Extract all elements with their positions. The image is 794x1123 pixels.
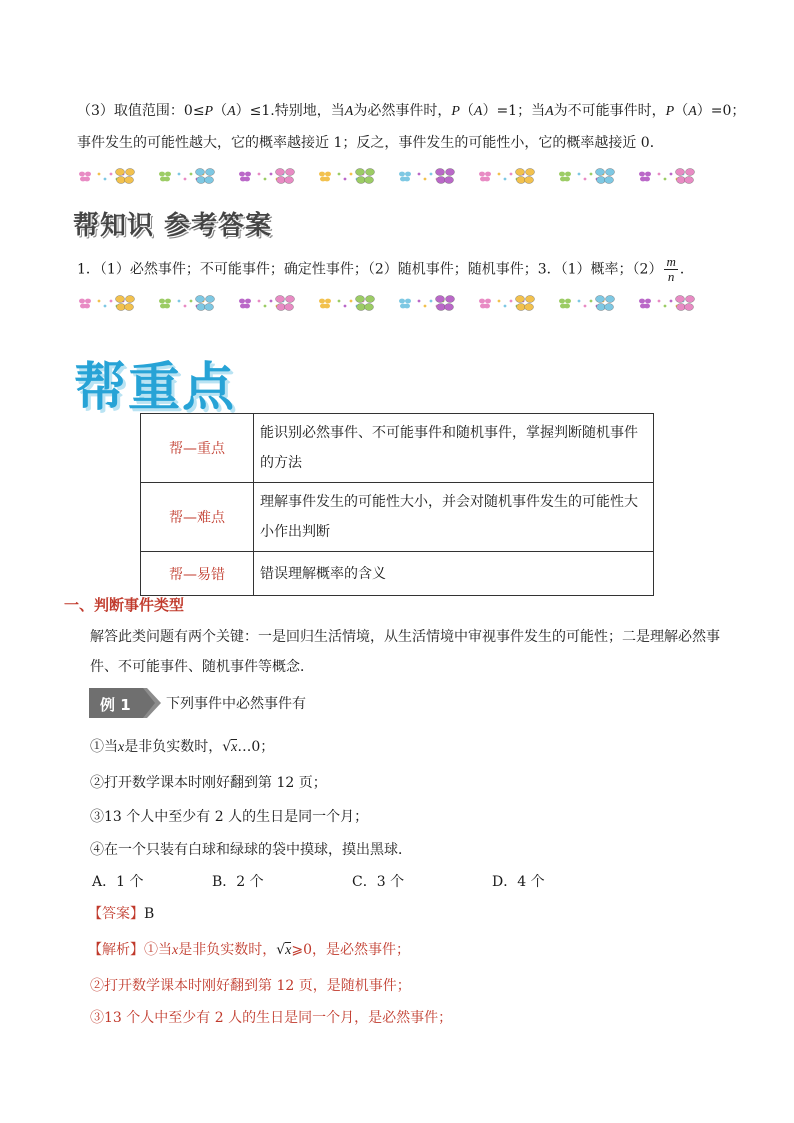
divider-dot: [110, 300, 113, 303]
butterfly-icon: [597, 177, 606, 184]
butterfly-icon: [485, 172, 491, 177]
butterfly-icon: [564, 177, 570, 182]
butterfly-icon: [677, 177, 686, 184]
option-d: D．4 个: [492, 874, 545, 890]
butterfly-icon: [479, 172, 485, 177]
butterfly-icon: [437, 177, 446, 184]
divider-dot: [664, 305, 667, 308]
focus-heading: 帮重点: [74, 358, 237, 418]
math-a: A: [227, 104, 236, 119]
butterfly-icon: [277, 304, 286, 311]
butterfly-icon: [484, 177, 490, 182]
butterfly-icon: [639, 172, 645, 177]
butterfly-icon: [366, 296, 375, 303]
answer-value: B: [144, 906, 155, 922]
butterfly-icon: [445, 304, 454, 311]
butterfly-icon: [356, 296, 365, 303]
math-a: A: [545, 104, 554, 119]
butterfly-icon: [526, 169, 535, 176]
butterfly-icon: [116, 169, 125, 176]
butterfly-icon: [126, 169, 135, 176]
divider-dot: [178, 300, 181, 303]
divider-dot: [344, 178, 347, 181]
table-row: [141, 414, 654, 483]
math-p: P: [665, 104, 675, 119]
butterfly-icon: [596, 296, 605, 303]
fraction-numerator: m: [666, 254, 676, 269]
math-x: x: [118, 740, 125, 755]
section-title: 一、判断事件类型: [64, 596, 185, 614]
butterfly-icon: [365, 304, 374, 311]
divider-dot: [510, 173, 513, 176]
math-x: x: [285, 943, 292, 958]
example-question: 下列事件中必然事件有: [166, 696, 306, 712]
focus-text: 错误理解概率的含义: [254, 552, 654, 596]
butterfly-icon: [126, 296, 135, 303]
divider-dot: [98, 300, 101, 303]
answers-heading: 帮知识 参考答案: [73, 211, 273, 241]
butterfly-icon: [205, 304, 214, 311]
math-p: P: [204, 104, 214, 119]
butterfly-icon: [445, 177, 454, 184]
range-text: 为不可能事件时，: [553, 103, 666, 119]
item-text: …0；: [237, 739, 275, 755]
divider-dot: [264, 305, 267, 308]
butterfly-icon: [606, 296, 615, 303]
focus-table: [140, 413, 654, 596]
example-tag-label: 例 1: [100, 696, 131, 714]
butterfly-icon: [206, 296, 215, 303]
butterfly-icon: [276, 169, 285, 176]
butterfly-icon: [676, 296, 685, 303]
divider-dot: [578, 300, 581, 303]
butterfly-icon: [399, 299, 405, 304]
analysis-text: 是非负实数时，: [178, 942, 277, 958]
butterfly-icon: [399, 172, 405, 177]
butterfly-icon: [564, 304, 570, 309]
butterfly-icon: [159, 172, 165, 177]
divider-dot: [338, 173, 341, 176]
butterfly-icon: [644, 304, 650, 309]
divider-dot: [350, 300, 353, 303]
butterfly-icon: [525, 304, 534, 311]
option-b: B．2 个: [212, 874, 264, 890]
butterfly-icon: [84, 177, 90, 182]
focus-text: 理解事件发生的可能性大小，并会对随机事件发生的可能性大小作出判断: [254, 483, 654, 552]
divider-dot: [424, 178, 427, 181]
table-row: [141, 483, 654, 552]
range-text: （3）取值范围：0≤: [77, 103, 205, 119]
butterfly-icon: [516, 169, 525, 176]
butterfly-icon: [404, 177, 410, 182]
divider-dot: [184, 305, 187, 308]
divider-dot: [664, 178, 667, 181]
section-intro-2: 件、不可能事件、随机事件等概念．: [90, 659, 314, 675]
focus-label: 帮—重点: [141, 414, 254, 483]
butterfly-icon: [436, 169, 445, 176]
butterfly-icon: [516, 296, 525, 303]
math-x: x: [231, 740, 238, 755]
butterfly-icon: [244, 177, 250, 182]
divider-dot: [190, 173, 193, 176]
fraction-denominator: n: [667, 269, 675, 284]
item-text: 是非负实数时，: [124, 739, 223, 755]
focus-text: 能识别必然事件、不可能事件和随机事件，掌握判断随机事件的方法: [254, 414, 654, 483]
butterfly-icon: [285, 177, 294, 184]
butterfly-icon: [286, 296, 295, 303]
butterfly-icon: [405, 299, 411, 304]
analysis-label: 【解析】: [88, 942, 144, 958]
divider-dot: [658, 300, 661, 303]
divider-dot: [584, 305, 587, 308]
butterfly-icon: [685, 304, 694, 311]
divider-dot: [584, 178, 587, 181]
analysis-line-1: [88, 940, 410, 961]
butterfly-icon: [205, 177, 214, 184]
butterfly-icon: [559, 172, 565, 177]
divider-dot: [264, 178, 267, 181]
butterfly-divider: [75, 166, 715, 186]
answers-line: [77, 255, 694, 284]
butterfly-icon: [526, 296, 535, 303]
butterfly-icon: [285, 304, 294, 311]
example-item-3: ③13 个人中至少有 2 人的生日是同一个月；: [90, 809, 369, 825]
butterfly-icon: [437, 304, 446, 311]
range-text: ）≤1.特别地，当: [235, 103, 345, 119]
butterfly-icon: [206, 169, 215, 176]
butterfly-icon: [606, 169, 615, 176]
butterfly-icon: [357, 304, 366, 311]
butterfly-icon: [164, 304, 170, 309]
divider-dot: [258, 173, 261, 176]
answers-text: 1．（1）必然事件；不可能事件；确定性事件；（2）随机事件；随机事件；3．（1）概率；（2）: [77, 261, 663, 278]
butterfly-icon: [319, 172, 325, 177]
analysis-text: ①当: [144, 942, 172, 958]
answer-label: 【答案】: [88, 906, 144, 922]
butterfly-icon: [686, 169, 695, 176]
butterfly-icon: [325, 299, 331, 304]
butterfly-icon: [125, 304, 134, 311]
range-line-2: 事件发生的可能性越大，它的概率越接近 1；反之，事件发生的可能性小，它的概率越接近 0．: [77, 135, 664, 151]
divider-dot: [184, 178, 187, 181]
divider-dot: [418, 173, 421, 176]
butterfly-icon: [117, 177, 126, 184]
analysis-text: ⩾0，是必然事件；: [291, 942, 410, 958]
divider-dot: [658, 173, 661, 176]
butterfly-icon: [165, 299, 171, 304]
butterfly-icon: [197, 304, 206, 311]
butterfly-icon: [85, 172, 91, 177]
math-a: A: [473, 104, 483, 119]
butterfly-icon: [116, 296, 125, 303]
section-intro-1: 解答此类问题有两个关键：一是回归生活情境，从生活情境中审视事件发生的可能性；二是理解必然事: [90, 629, 720, 645]
divider-dot: [190, 300, 193, 303]
divider-dot: [430, 300, 433, 303]
example-item-2: ②打开数学课本时刚好翻到第 12 页；: [90, 775, 327, 791]
butterfly-icon: [365, 177, 374, 184]
butterfly-icon: [117, 304, 126, 311]
butterfly-icon: [446, 296, 455, 303]
butterfly-icon: [325, 172, 331, 177]
butterfly-icon: [239, 172, 245, 177]
butterfly-icon: [239, 299, 245, 304]
math-a: A: [344, 104, 354, 119]
answer-line: [88, 904, 154, 924]
butterfly-icon: [525, 177, 534, 184]
divider-dot: [270, 173, 273, 176]
divider-dot: [350, 173, 353, 176]
focus-label: 帮—难点: [141, 483, 254, 552]
butterfly-icon: [565, 172, 571, 177]
paren: （: [213, 103, 228, 119]
range-text: 为必然事件时，: [353, 103, 452, 119]
butterfly-icon: [277, 177, 286, 184]
butterfly-icon: [645, 172, 651, 177]
butterfly-icon: [197, 177, 206, 184]
divider-dot: [110, 173, 113, 176]
sqrt-x: √x: [222, 739, 238, 755]
math-a: A: [688, 104, 697, 119]
divider-dot: [258, 300, 261, 303]
math-p: P: [451, 104, 460, 119]
divider-dot: [504, 305, 507, 308]
butterfly-icon: [685, 177, 694, 184]
divider-dot: [578, 173, 581, 176]
butterfly-icon: [356, 169, 365, 176]
item-text: ①当: [90, 739, 118, 755]
range-text: ）=0；: [696, 103, 746, 119]
butterfly-icon: [644, 177, 650, 182]
range-text: ）=1；当: [482, 103, 546, 119]
divider-dot: [104, 305, 107, 308]
divider-dot: [510, 300, 513, 303]
butterfly-icon: [485, 299, 491, 304]
butterfly-icon: [125, 177, 134, 184]
butterfly-icon: [196, 296, 205, 303]
math-x: x: [172, 943, 179, 958]
divider-dot: [98, 173, 101, 176]
divider-dot: [498, 173, 501, 176]
analysis-line-2: ②打开数学课本时刚好翻到第 12 页，是随机事件；: [90, 978, 411, 994]
divider-dot: [670, 300, 673, 303]
butterfly-icon: [164, 177, 170, 182]
butterfly-icon: [245, 172, 251, 177]
option-a: A．1 个: [92, 874, 144, 890]
butterfly-icon: [517, 304, 526, 311]
divider-dot: [418, 300, 421, 303]
butterfly-icon: [645, 299, 651, 304]
butterfly-icon: [559, 299, 565, 304]
butterfly-icon: [324, 304, 330, 309]
butterfly-icon: [319, 299, 325, 304]
butterfly-icon: [276, 296, 285, 303]
butterfly-icon: [479, 299, 485, 304]
butterfly-icon: [405, 172, 411, 177]
divider-dot: [270, 300, 273, 303]
paren: （: [674, 103, 689, 119]
butterfly-icon: [565, 299, 571, 304]
focus-label: 帮—易错: [141, 552, 254, 596]
butterfly-icon: [159, 299, 165, 304]
butterfly-icon: [639, 299, 645, 304]
analysis-line-3: ③13 个人中至少有 2 人的生日是同一个月，是必然事件；: [90, 1010, 453, 1026]
butterfly-icon: [366, 169, 375, 176]
answers-end: ．: [679, 261, 694, 278]
range-line-1: [77, 101, 745, 122]
divider-dot: [590, 173, 593, 176]
butterfly-icon: [605, 177, 614, 184]
divider-dot: [424, 305, 427, 308]
butterfly-icon: [244, 304, 250, 309]
divider-dot: [670, 173, 673, 176]
divider-dot: [338, 300, 341, 303]
divider-dot: [590, 300, 593, 303]
butterfly-icon: [686, 296, 695, 303]
butterfly-icon: [597, 304, 606, 311]
divider-dot: [498, 300, 501, 303]
sqrt-x: √x: [276, 942, 292, 958]
divider-dot: [178, 173, 181, 176]
butterfly-icon: [165, 172, 171, 177]
butterfly-icon: [484, 304, 490, 309]
divider-dot: [504, 178, 507, 181]
butterfly-icon: [84, 304, 90, 309]
butterfly-icon: [404, 304, 410, 309]
butterfly-icon: [286, 169, 295, 176]
butterfly-icon: [357, 177, 366, 184]
divider-dot: [104, 178, 107, 181]
butterfly-icon: [446, 169, 455, 176]
butterfly-icon: [605, 304, 614, 311]
divider-dot: [430, 173, 433, 176]
divider-dot: [344, 305, 347, 308]
butterfly-icon: [245, 299, 251, 304]
option-c: C．3 个: [352, 874, 405, 890]
butterfly-icon: [196, 169, 205, 176]
butterfly-icon: [517, 177, 526, 184]
table-row: [141, 552, 654, 596]
butterfly-divider: [75, 293, 715, 313]
example-item-1: [90, 737, 274, 758]
butterfly-icon: [596, 169, 605, 176]
butterfly-icon: [677, 304, 686, 311]
example-item-4: ④在一个只装有白球和绿球的袋中摸球，摸出黑球．: [90, 842, 412, 858]
fraction: [664, 255, 677, 284]
butterfly-icon: [79, 299, 85, 304]
butterfly-icon: [436, 296, 445, 303]
butterfly-icon: [676, 169, 685, 176]
butterfly-icon: [324, 177, 330, 182]
paren: （: [459, 103, 474, 119]
butterfly-icon: [79, 172, 85, 177]
butterfly-icon: [85, 299, 91, 304]
